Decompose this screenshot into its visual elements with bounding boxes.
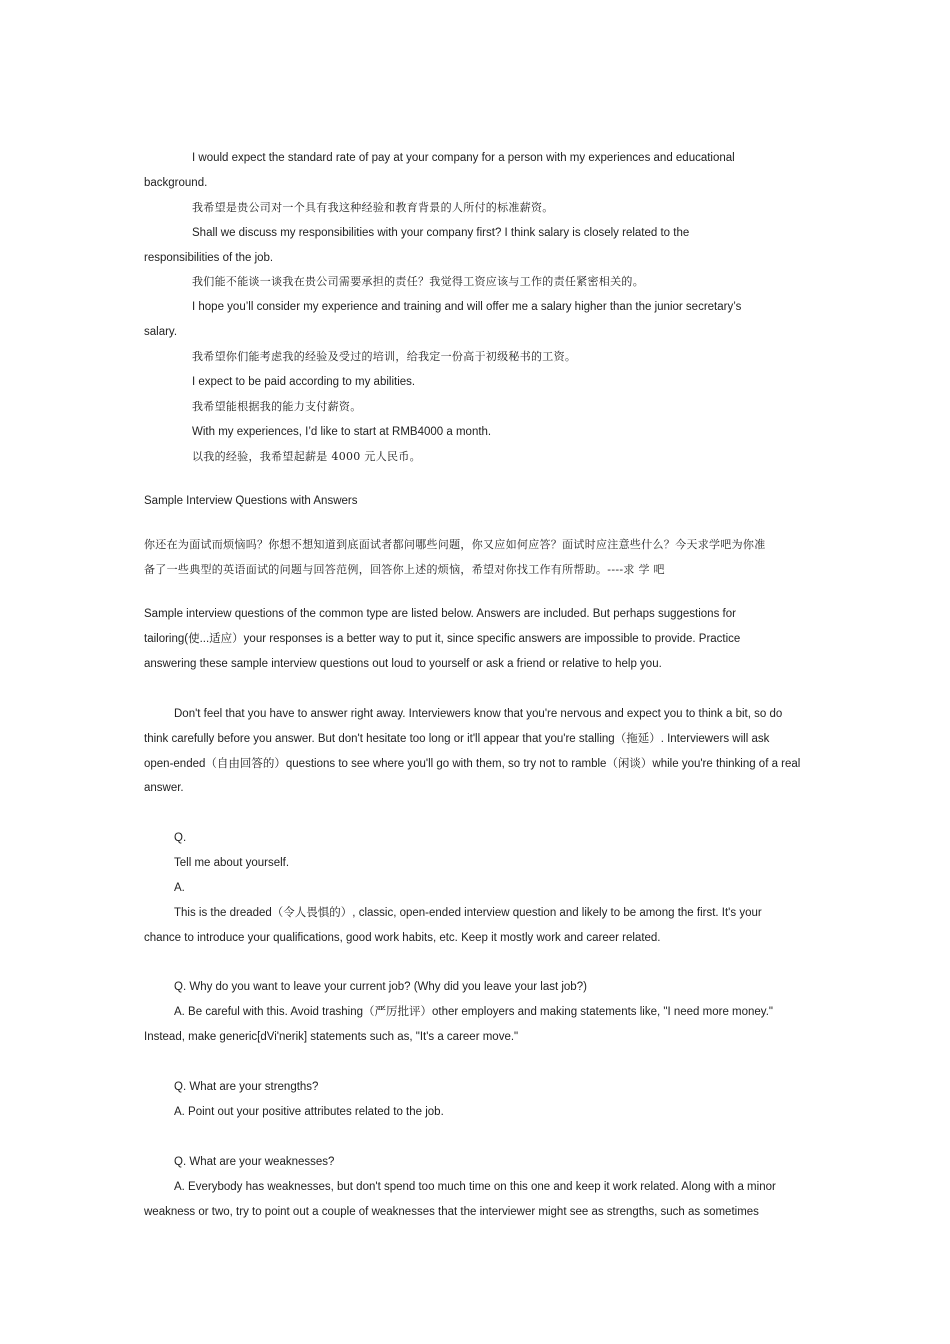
salary-zh-5: 以我的经验，我希望起薪是 4000 元人民币。 bbox=[192, 450, 421, 463]
answer-2-line-2: Instead, make generic[dVi'nerik] statements such as, "It's a career move." bbox=[144, 1031, 519, 1043]
salary-zh-2: 我们能不能谈一谈我在贵公司需要承担的责任？我觉得工资应该与工作的责任紧密相关的。 bbox=[192, 275, 644, 288]
question-4: Q. What are your weaknesses? bbox=[174, 1156, 335, 1168]
intro-zh-line-1: 你还在为面试而烦恼吗？你想不想知道到底面试者都问哪些问题，你又应如何应答？面试时应注意些什么？今天求学吧为你准 bbox=[144, 538, 766, 551]
question-3: Q. What are your strengths? bbox=[174, 1081, 319, 1093]
advice-line-3: open-ended（自由回答的）questions to see where you'll go with them, so try not to ramble（闲谈）while you're thinking of a real bbox=[144, 758, 801, 770]
question-2: Q. Why do you want to leave your current job? (Why did you leave your last job?) bbox=[174, 981, 587, 993]
answer-3: A. Point out your positive attributes related to the job. bbox=[174, 1106, 444, 1118]
a-label: A. bbox=[174, 882, 185, 894]
salary-zh-1: 我希望是贵公司对一个具有我这种经验和教育背景的人所付的标准薪资。 bbox=[192, 201, 554, 214]
advice-line-2: think carefully before you answer. But don't hesitate too long or it'll appear that you're stalling（拖延）. Interviewers will ask bbox=[144, 733, 770, 745]
answer-2-line-1: A. Be careful with this. Avoid trashing（严厉批评）other employers and making statements like, "I need more money." bbox=[174, 1006, 773, 1018]
answer-4-line-2: weakness or two, try to point out a couple of weaknesses that the interviewer might see as strengths, such as sometimes bbox=[144, 1206, 759, 1218]
answer-4-line-1: A. Everybody has weaknesses, but don't spend too much time on this one and keep it work related. Along with a minor bbox=[174, 1181, 776, 1193]
intro-zh-line-2: 备了一些典型的英语面试的问题与回答范例，回答你上述的烦恼，希望对你找工作有所帮助。----求 学 吧 bbox=[144, 563, 665, 576]
advice-line-4: answer. bbox=[144, 782, 184, 794]
answer-1-line-1: This is the dreaded（令人畏惧的）, classic, open-ended interview question and likely to be among the first. It's your bbox=[174, 907, 762, 919]
salary-en-2-line-2: responsibilities of the job. bbox=[144, 252, 274, 264]
salary-en-3-line-1: I hope you’ll consider my experience and training and will offer me a salary higher than the junior secretary’s bbox=[192, 301, 742, 313]
salary-en-2-line-1: Shall we discuss my responsibilities with your company first? I think salary is closely related to the bbox=[192, 227, 690, 239]
salary-zh-4: 我希望能根据我的能力支付薪资。 bbox=[192, 400, 362, 413]
intro-en-line-2: tailoring(使...适应）your responses is a better way to put it, since specific answers are impossible to provide. Practice bbox=[144, 633, 741, 645]
salary-en-3-line-2: salary. bbox=[144, 326, 178, 338]
salary-zh-3: 我希望你们能考虑我的经验及受过的培训，给我定一份高于初级秘书的工资。 bbox=[192, 350, 577, 363]
question-1: Tell me about yourself. bbox=[174, 857, 290, 869]
salary-en-1-line-1: I would expect the standard rate of pay at your company for a person with my experiences and educational bbox=[192, 152, 735, 164]
intro-en-line-3: answering these sample interview questions out loud to yourself or ask a friend or relative to help you. bbox=[144, 658, 662, 670]
salary-en-5: With my experiences, I’d like to start at RMB4000 a month. bbox=[192, 426, 492, 438]
salary-en-1-line-2: background. bbox=[144, 177, 208, 189]
answer-1-line-2: chance to introduce your qualifications, good work habits, etc. Keep it mostly work and career related. bbox=[144, 932, 661, 944]
salary-en-4: I expect to be paid according to my abilities. bbox=[192, 376, 416, 388]
intro-en-line-1: Sample interview questions of the common type are listed below. Answers are included. But perhaps suggestions for bbox=[144, 608, 736, 620]
q-label: Q. bbox=[174, 832, 187, 844]
advice-line-1: Don't feel that you have to answer right away. Interviewers know that you're nervous and expect you to think a bit, so do bbox=[174, 708, 783, 720]
section-title: Sample Interview Questions with Answers bbox=[144, 495, 358, 507]
